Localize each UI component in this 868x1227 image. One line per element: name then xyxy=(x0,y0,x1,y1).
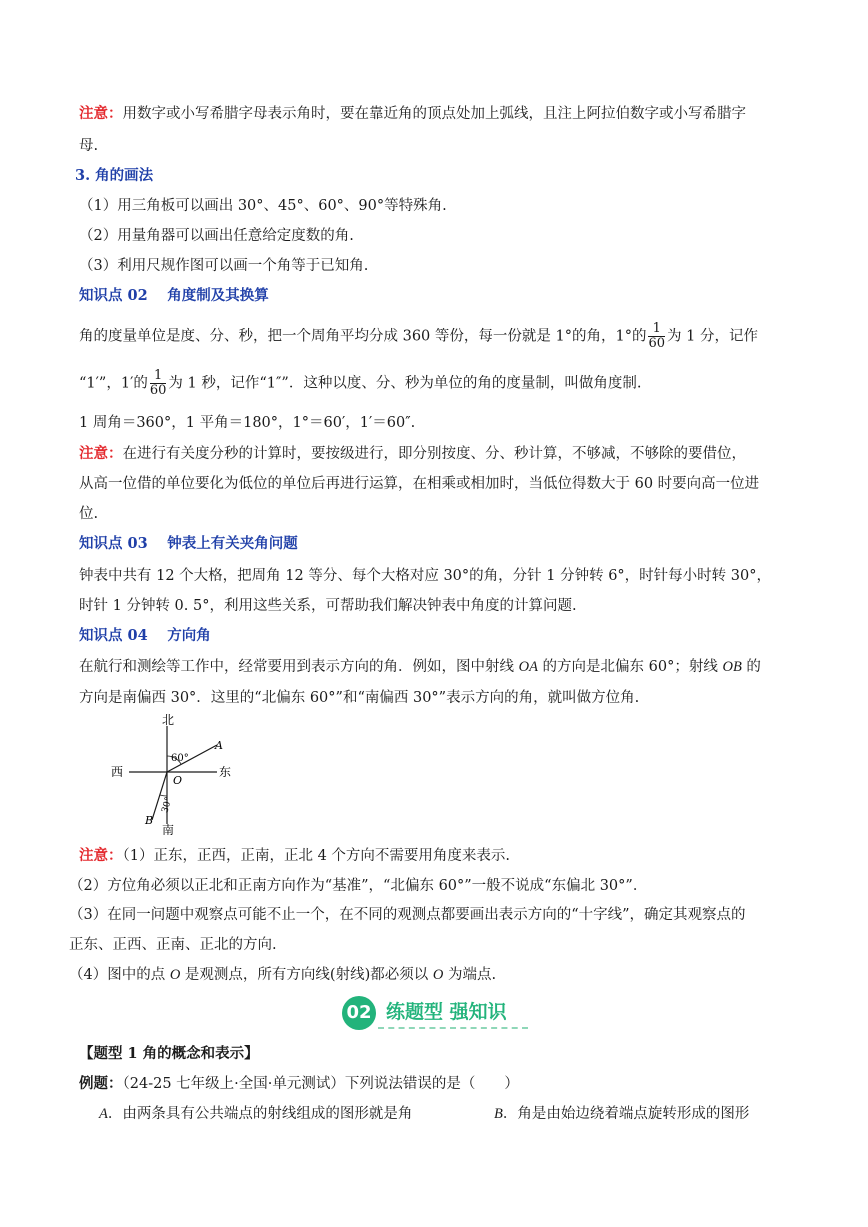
kp04-line2: 方向是南偏西 30°．这里的“北偏东 60°”和“南偏西 30°”表示方向的角，就叫做方位角. xyxy=(79,690,640,706)
kp02-note-line3: 位. xyxy=(79,506,99,522)
kp02-note-label: 注意： xyxy=(79,445,123,462)
label-angle-30: 30° xyxy=(160,796,175,815)
kp04-l1-c: 的 xyxy=(741,659,761,675)
point-o-1: O xyxy=(169,967,181,983)
option-b-text: ．角是由始边绕着端点旋转形成的图形 xyxy=(502,1106,750,1122)
kp02-p2-a: “1′”，1′的 xyxy=(79,375,148,392)
label-east: 东 xyxy=(219,765,232,779)
note2-i4-c: 为端点. xyxy=(443,967,497,983)
angle-arc-30 xyxy=(160,795,167,796)
note2-i4-b: 是观测点，所有方向线(射线)都必须以 xyxy=(180,967,433,983)
label-point-a: A xyxy=(215,739,223,752)
kp02-p2-b: 为 1 秒，记作“1″”．这种以度、分、秒为单位的角的度量制，叫做角度制. xyxy=(168,375,642,392)
note2-label: 注意： xyxy=(79,847,123,864)
kp04-line1 xyxy=(79,657,761,677)
note2-item2: （2）方位角必须以正北和正南方向作为“基准”，“北偏东 60°”一般不说成“东偏北 30°”． xyxy=(69,878,648,894)
frac-num: 1 xyxy=(648,322,665,337)
kp04-title: 知识点 04 方向角 xyxy=(79,627,211,644)
kp02-title: 知识点 02 角度制及其换算 xyxy=(79,287,269,304)
note1-label: 注意： xyxy=(79,105,123,122)
kp02-p1-b: 为 1 分，记作 xyxy=(667,328,758,345)
direction-angle-diagram xyxy=(105,712,245,836)
sec3-item2: （2）用量角器可以画出任意给定度数的角. xyxy=(79,228,354,244)
section-number-badge: 02 xyxy=(342,996,376,1030)
kp03-line2: 时针 1 分钟转 0. 5°，利用这些关系，可帮助我们解决钟表中角度的计算问题. xyxy=(79,598,577,614)
option-a[interactable] xyxy=(99,1104,412,1124)
ray-ob-label: OB xyxy=(722,659,742,675)
label-angle-60: 60° xyxy=(171,753,189,764)
note2-item4 xyxy=(69,965,496,985)
kp04-l1-a: 在航行和测绘等工作中，经常要用到表示方向的角．例如，图中射线 xyxy=(79,659,519,675)
kp02-note-line2: 从高一位借的单位要化为低位的单位后再进行运算，在相乘或相加时，当低位得数大于 60 时要向高一位进 xyxy=(79,476,760,492)
point-o-2: O xyxy=(432,967,444,983)
kp03-title: 知识点 03 钟表上有关夹角问题 xyxy=(79,535,298,552)
option-a-text: ．由两条具有公共端点的射线组成的图形就是角 xyxy=(107,1106,413,1122)
frac-den-b: 60 xyxy=(149,383,167,398)
ray-oa-label: OA xyxy=(518,659,538,675)
sec3-title: 3. 角的画法 xyxy=(75,167,154,184)
kp02-p1 xyxy=(79,322,758,351)
example-label: 例题： xyxy=(79,1075,123,1092)
sec3-item3: （3）利用尺规作图可以画一个角等于已知角. xyxy=(79,258,369,274)
kp02-note-line1 xyxy=(79,444,746,464)
kp02-p1-a: 角的度量单位是度、分、秒，把一个周角平均分成 360 等份，每一份就是 1°的角，1°的 xyxy=(79,328,647,345)
sec3-item1: （1）用三角板可以画出 30°、45°、60°、90°等特殊角. xyxy=(79,198,447,214)
label-point-o: O xyxy=(173,774,183,787)
example-line xyxy=(79,1074,519,1094)
note1-text1: 用数字或小写希腊字母表示角时，要在靠近角的顶点处加上弧线，且注上阿拉伯数字或小写希腊字 xyxy=(122,106,746,122)
frac-den: 60 xyxy=(648,336,665,351)
frac-num-b: 1 xyxy=(150,369,167,384)
note2-i4-a: （4）图中的点 xyxy=(69,967,170,983)
note1-line2: 母. xyxy=(79,138,99,154)
kp02-p2 xyxy=(79,369,641,398)
option-b[interactable] xyxy=(494,1104,749,1124)
label-point-b: B xyxy=(145,814,154,827)
example-text: （24-25 七年级上·全国·单元测试）下列说法错误的是（ ） xyxy=(122,1076,519,1092)
option-a-letter: A xyxy=(99,1106,108,1122)
note2-item3-line2: 正东、正西、正南、正北的方向. xyxy=(69,937,277,953)
section-title: 练题型 强知识 xyxy=(386,1001,507,1023)
fraction-1-60 xyxy=(648,322,665,351)
note1-line1 xyxy=(79,104,746,124)
kp03-line1: 钟表中共有 12 个大格，把周角 12 等分、每个大格对应 30°的角，分针 1 分钟转 6°，时针每小时转 30°， xyxy=(79,568,771,584)
option-b-letter: B xyxy=(494,1106,503,1122)
kp02-note-text1: 在进行有关度分秒的计算时，要按级进行，即分别按度、分、秒计算，不够减，不够除的要借位， xyxy=(122,446,746,462)
fraction-1-60-b xyxy=(150,369,167,398)
label-south: 南 xyxy=(162,823,175,836)
section-underline xyxy=(378,1027,528,1032)
note2-item3-line1: （3）在同一问题中观察点可能不止一个，在不同的观测点都要画出表示方向的“十字线”，确定其观察点的 xyxy=(69,907,746,923)
topic1-title: 【题型 1 角的概念和表示】 xyxy=(79,1045,259,1062)
label-north: 北 xyxy=(162,713,175,727)
kp04-l1-b: 的方向是北偏东 60°；射线 xyxy=(537,659,723,675)
note2-line1 xyxy=(79,846,510,866)
note2-item1: （1）正东，正西，正南，正北 4 个方向不需要用角度来表示. xyxy=(122,848,511,864)
kp02-p3: 1 周角＝360°，1 平角＝180°，1°＝60′，1′＝60″. xyxy=(79,415,416,431)
label-west: 西 xyxy=(111,765,124,779)
